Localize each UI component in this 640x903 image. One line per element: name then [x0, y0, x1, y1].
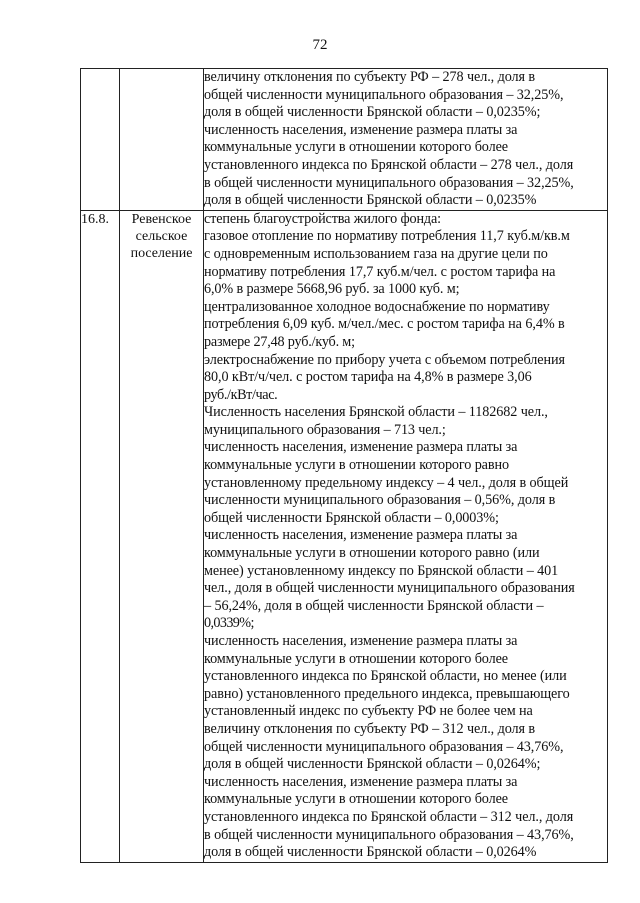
- description-line: централизованное холодное водоснабжение по нормативу: [204, 298, 550, 315]
- description-line: численность населения, изменение размера платы за: [204, 633, 518, 649]
- description-line: общей численности муниципального образования – 32,25%,: [204, 86, 564, 103]
- description-line: установленного индекса по Брянской области – 278 чел., доля: [204, 156, 574, 173]
- table-body: [81, 69, 608, 863]
- description-line: потребления 6,09 куб. м/чел./мес. с ростом тарифа на 6,4% в: [204, 316, 565, 333]
- description-line: коммунальные услуги в отношении которого более: [204, 139, 508, 156]
- description-line: менее) установленному индексу по Брянской области – 401: [204, 562, 559, 579]
- description-line: доля в общей численности Брянской области – 0,0235%: [204, 192, 537, 209]
- description-line: размере 27,48 руб./куб. м;: [204, 333, 355, 350]
- description-line: коммунальные услуги в отношении которого более: [204, 650, 508, 667]
- description-line: численности муниципального образования – 0,56%, доля в: [204, 492, 556, 509]
- description-line: установленному предельному индексу – 4 чел., доля в общей: [204, 474, 569, 491]
- description-line: чел., доля в общей численности муниципального образования: [204, 580, 575, 597]
- description-line: руб./кВт/час.: [204, 386, 278, 403]
- description-line: величину отклонения по субъекту РФ – 312 чел., доля в: [204, 720, 535, 737]
- description-cell: [204, 210, 608, 862]
- description-line: численность населения, изменение размера платы за: [204, 527, 518, 544]
- description-line: коммунальные услуги в отношении которого равно (или: [204, 545, 540, 562]
- description-line: нормативу потребления 17,7 куб.м/чел. с ростом тарифа на: [204, 263, 556, 280]
- table-row: [81, 69, 608, 211]
- description-line: с одновременным использованием газа на другие цели по: [204, 245, 548, 262]
- settlement-name-line: поселение: [130, 246, 193, 262]
- row-number-cell: [81, 69, 120, 211]
- description-line: в общей численности муниципального образования – 32,25%,: [204, 174, 574, 191]
- description-line: в общей численности муниципального образования – 43,76%,: [204, 826, 574, 843]
- description-line: газовое отопление по нормативу потребления 11,7 куб.м/кв.м: [204, 228, 570, 245]
- description-line: доля в общей численности Брянской области – 0,0235%;: [204, 104, 541, 121]
- description-line: электроснабжение по прибору учета с объемом потребления: [204, 351, 565, 368]
- description-line: коммунальные услуги в отношении которого более: [204, 791, 508, 808]
- description-line: общей численности Брянской области – 0,0003%;: [204, 509, 499, 526]
- row-number-cell: 16.8.: [81, 210, 120, 862]
- description-line: степень благоустройства жилого фонда:: [204, 210, 441, 227]
- page-number: 72: [312, 37, 328, 53]
- description-line: 80,0 кВт/ч/чел. с ростом тарифа на 4,8% в размере 3,06: [204, 369, 532, 386]
- description-line: – 56,24%, доля в общей численности Брянской области –: [204, 597, 544, 614]
- settlement-name-line: Ревенское: [131, 211, 192, 227]
- description-line: численность населения, изменение размера платы за: [204, 439, 518, 456]
- description-line: установленного индекса по Брянской области – 312 чел., доля: [204, 808, 574, 825]
- settlement-name-cell: [120, 69, 204, 211]
- description-line: численность населения, изменение размера платы за: [204, 121, 518, 138]
- description-line: муниципального образования – 713 чел.;: [204, 421, 446, 438]
- description-line: величину отклонения по субъекту РФ – 278 чел., доля в: [204, 69, 535, 85]
- document-table: [80, 68, 608, 863]
- description-line: численность населения, изменение размера платы за: [204, 773, 518, 790]
- description-line: общей численности муниципального образования – 43,76%,: [204, 738, 564, 755]
- description-line: равно) установленного предельного индекса, превышающего: [204, 685, 570, 702]
- description-line: доля в общей численности Брянской области – 0,0264%: [204, 844, 537, 861]
- description-line: установленного индекса по Брянской области, но менее (или: [204, 668, 567, 685]
- description-line: Численность населения Брянской области – 1182682 чел.,: [204, 404, 548, 421]
- settlement-name-cell: [120, 210, 204, 862]
- description-line: 0,0339%;: [204, 615, 254, 632]
- description-line: доля в общей численности Брянской области – 0,0264%;: [204, 756, 541, 773]
- settlement-name-line: сельское: [135, 228, 188, 244]
- description-cell: [204, 69, 608, 211]
- description-line: коммунальные услуги в отношении которого равно: [204, 457, 509, 474]
- description-line: установленный индекс по субъекту РФ не более чем на: [204, 703, 533, 720]
- table-row: [81, 210, 608, 862]
- description-line: 6,0% в размере 5668,96 руб. за 1000 куб. м;: [204, 281, 460, 298]
